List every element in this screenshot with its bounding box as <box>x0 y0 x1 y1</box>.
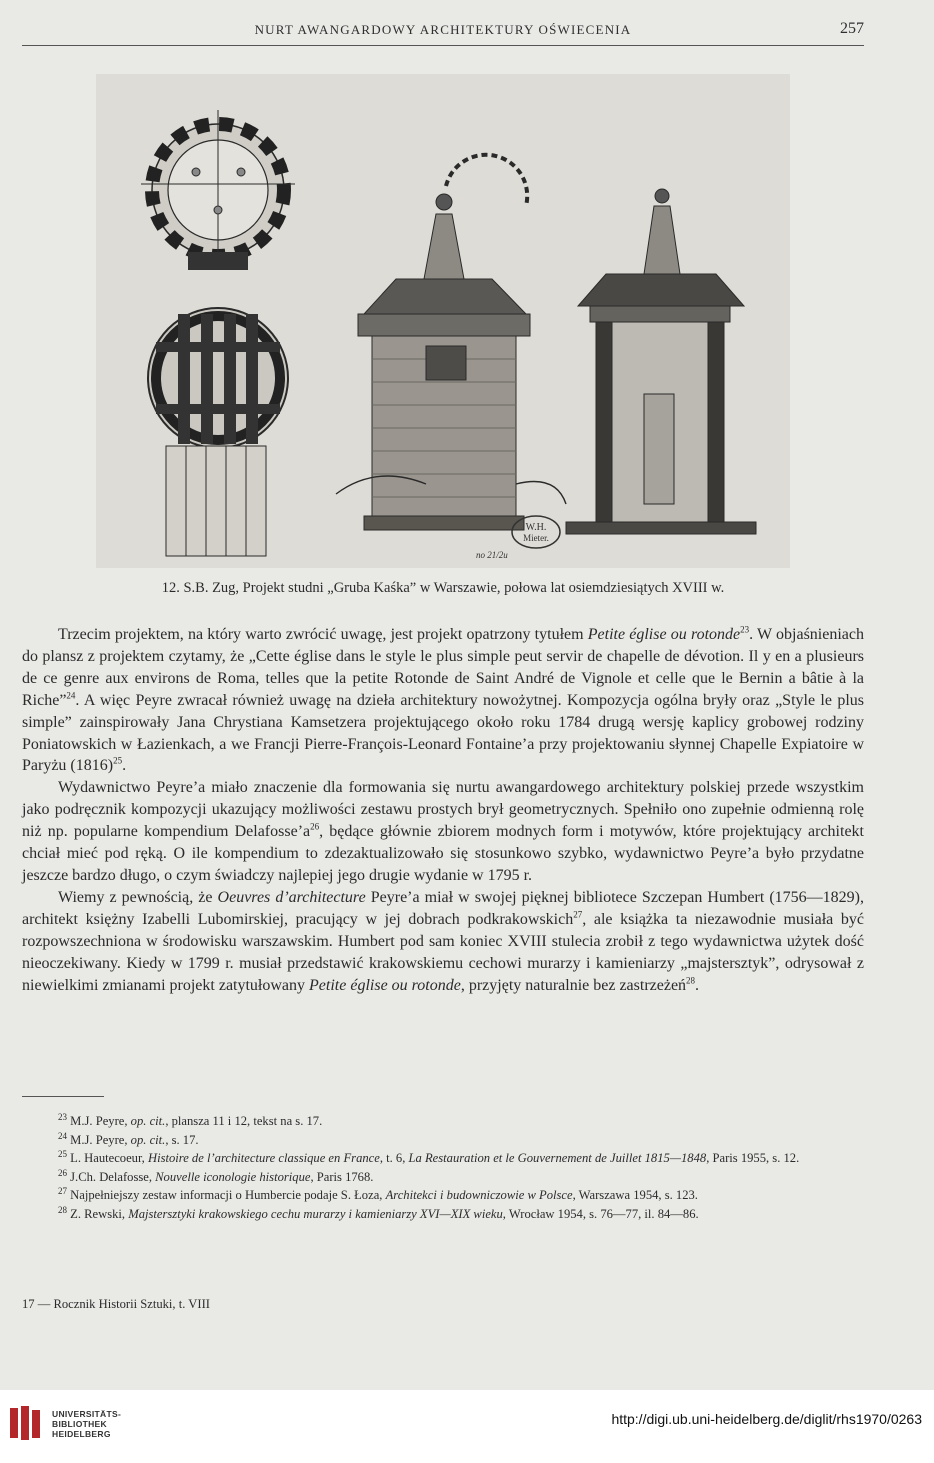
library-logo-icon <box>8 1404 46 1444</box>
footnote-marker: 24 <box>58 1130 67 1141</box>
page-number: 257 <box>840 20 864 37</box>
footnote-marker: 27 <box>58 1186 67 1197</box>
top-plan-drawing <box>141 110 295 270</box>
figure-inscription: no 21/2u <box>476 550 508 560</box>
footnote: $^{27}$ Najpełniejszy zestaw informacji o Humbercie podaje S. Łoza, Architekci i budowniczowie w Polsce, Warszawa 1954, s. 123. <box>58 1186 698 1203</box>
body-text <box>22 624 864 996</box>
running-title: NURT AWANGARDOWY ARCHITEKTURY OŚWIECENIA <box>254 22 632 37</box>
footer-bar <box>0 1390 934 1463</box>
italic-title: Petite église ou rotonde <box>587 626 741 643</box>
footnote: $^{23}$ M.J. Peyre, op. cit., plansza 11 i 12, tekst na s. 17. <box>58 1111 323 1128</box>
printer-signature: 17 — Rocznik Historii Sztuki, t. VIII <box>22 1297 210 1311</box>
well-drawing <box>96 74 790 568</box>
footnote-marker: 26 <box>310 821 320 832</box>
figure-caption: 12. S.B. Zug, Projekt studni „Gruba Kaśka” w Warszawie, połowa lat osiemdziesiątych XVIII w. <box>161 580 725 596</box>
footnote: $^{25}$ L. Hautecoeur, Histoire de l’architecture classique en France, t. 6, La Restauration et le Gouvernement de Juillet 1815—1848, Paris 1955, s. 12. <box>58 1149 800 1166</box>
figure-plate <box>96 74 790 568</box>
section-drawing <box>566 189 756 534</box>
footnote-marker: 23 <box>58 1111 67 1122</box>
svg-text:Mieter.: Mieter. <box>523 533 549 543</box>
header-rule <box>22 45 864 46</box>
italic-title: Nouvelle iconologie historique <box>155 1169 311 1184</box>
italic-title: Petite église ou rotonde <box>309 976 461 994</box>
italic-title: La Restauration et le Gouvernement de Juillet 1815—1848 <box>408 1151 707 1166</box>
library-name <box>52 1409 121 1439</box>
footnote-marker: 25 <box>113 756 123 767</box>
library-name-line: UNIVERSITÄTS- <box>52 1409 122 1419</box>
italic-title: Histoire de l’architecture classique en France <box>147 1151 380 1166</box>
italic-title: Oeuvres d’architecture <box>217 888 366 906</box>
footnote-marker: 28 <box>686 975 696 986</box>
italic-title: Architekci i budowniczowie w Polsce <box>385 1188 573 1203</box>
footnote: $^{28}$ Z. Rewski, Majstersztyki krakowskiego cechu murarzy i kamieniarzy XVI—XIX wieku, Wrocław 1954, s. 76—77, il. 84—86. <box>58 1204 699 1221</box>
paragraph: Wydawnictwo Peyre’a miało znaczenie dla formowania się nurtu awangardowego architektury polskiej przede wszystkim jako podręcznik kompozycji ukazujący możliwości zestawu prostych brył geometrycznych. Spełniło ono zupełnie odmienną rolę niż np. popularne kompendium $Delafosse’a^{26}$, będące głównie zbiorem modnych form i motywów, które projektujący architekt chciał mieć pod ręką. O ile kompendium to zdezaktualizowało się stosunkowo szybko, wydawnictwo Peyre’a było przydatne jeszcze bardzo długo, o czym świadczy najlepiej jego drugie wydanie w 1795 r. <box>22 779 864 884</box>
library-name-line: HEIDELBERG <box>52 1429 111 1439</box>
footnote: $^{26}$ J.Ch. Delafosse, Nouvelle iconologie historique, Paris 1768. <box>58 1167 374 1184</box>
footnote-marker: 27 <box>573 909 583 920</box>
source-url-link[interactable]: http://digi.ub.uni-heidelberg.de/diglit/rhs1970/0263 <box>611 1411 922 1427</box>
library-stamp <box>512 516 560 548</box>
footnote: $^{24}$ M.J. Peyre, op. cit., s. 17. <box>58 1130 199 1147</box>
footnote-marker: 23 <box>740 624 750 635</box>
footnotes <box>22 1112 864 1224</box>
paragraph: Wiemy z pewnością, że Oeuvres d’architecture Peyre’a miał w swojej pięknej bibliotece Szczepan Humbert (1756—1829), architekt księżny Izabelli Lubomirskiej, pracujący w jej dobrach podkrakowskich$^{27}$, ale książka ta niezawodnie musiała być rozpowszechniona w środowisku warszawskim. Humbert pod sam koniec XVIII stulecia zrobił z tego wydawnictwa użytek dość nieoczekiwany. Kiedy w 1799 r. musiał przedstawić krakowskiemu cechowi murarzy i kamieniarzy „majstersztyk”, odrysował z niewielkimi zmianami projekt zatytułowany Petite église ou rotonde, przyjęty naturalnie bez zastrzeżeń$^{28}$. <box>22 888 864 994</box>
footnote-marker: 26 <box>58 1167 67 1178</box>
svg-text:W.H.: W.H. <box>525 522 547 533</box>
italic-title: Majstersztyki krakowskiego cechu murarzy i kamieniarzy XVI—XIX wieku <box>128 1206 503 1221</box>
footnote-marker: 24 <box>66 690 76 701</box>
elevation-drawing <box>336 155 566 530</box>
lower-plan-drawing <box>148 308 288 556</box>
footnote-marker: 28 <box>58 1204 67 1215</box>
paragraph: Trzecim projektem, na który warto zwrócić uwagę, jest projekt opatrzony tytułem Petite église ou rotonde$^{23}$. W objaśnieniach do plansz z projektem czytamy, że „Cette église dans le style le plus simple peut servir de chapelle de dévotion. Il y en a plusieurs de ce genre aux environs de Roma, telles que la petite Rotonde de Saint André de Vignole et celle que le Bernin a bâtie à la Riche”$^{24}$. A więc Peyre zwracał również uwagę na dzieła architektury nowożytnej. Kompozycja ogólna bryły oraz „Style le plus simple” zainspirowały Jana Chrystiana Kamsetzera projektującego około roku 1784 drugą wersję kaplicy grobowej rodziny Poniatowskich w Łazienkach, a we Francji Pierre-François-Leonard Fontaine’a przy projektowaniu słynnej Chapelle Expiatoire w Paryżu $(1816)^{25}$. <box>22 624 864 775</box>
footnote-rule <box>22 1096 104 1097</box>
footnote-marker: 25 <box>58 1149 67 1159</box>
italic-title: op. cit. <box>130 1132 166 1147</box>
library-name-line: BIBLIOTHEK <box>52 1419 107 1429</box>
italic-title: op. cit. <box>130 1114 166 1128</box>
